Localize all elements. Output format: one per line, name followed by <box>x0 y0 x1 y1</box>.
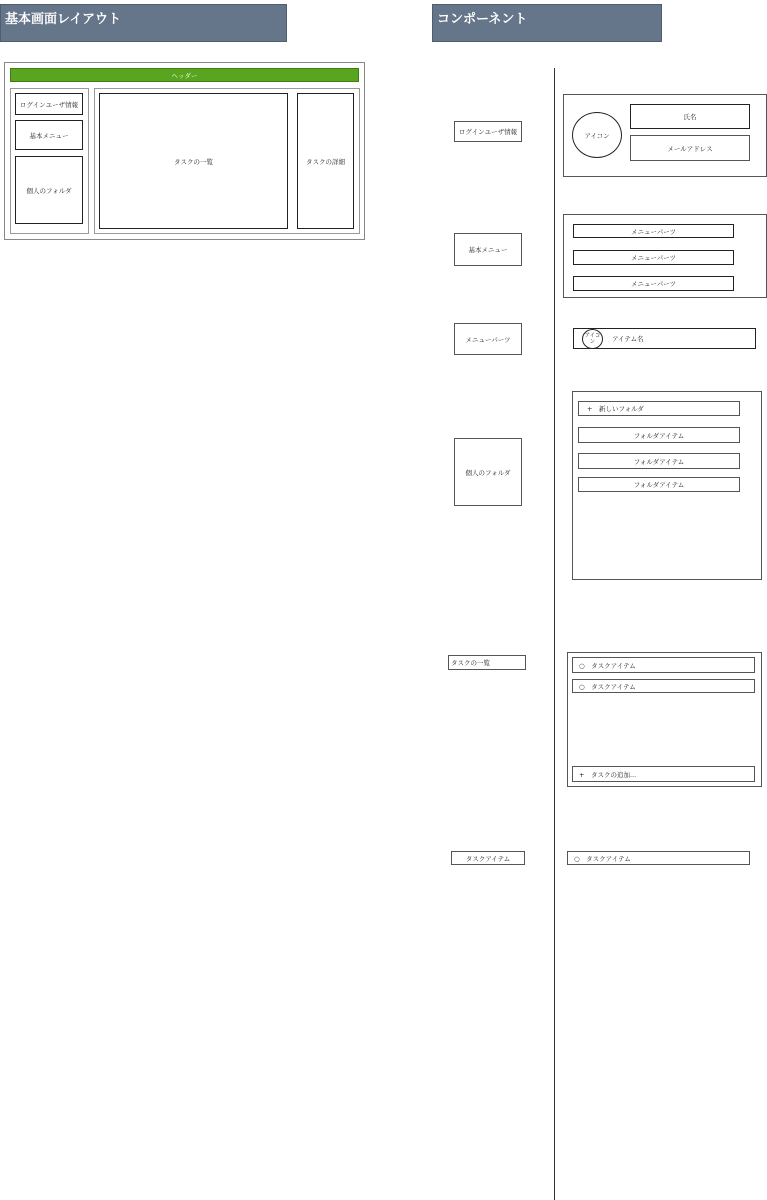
layout-task-detail: タスクの詳細 <box>297 93 354 229</box>
component-label-personal-folder: 個人のフォルダ <box>454 438 522 506</box>
folder-item: フォルダアイテム <box>578 477 740 492</box>
menu-part-item-name: アイテム名 <box>612 335 644 343</box>
components-section-title: コンポーネント <box>432 4 662 42</box>
component-label-task-item: タスクアイテム <box>451 851 525 865</box>
add-task-button: + タスクの追加... <box>572 766 755 782</box>
folder-item: フォルダアイテム <box>578 427 740 443</box>
component-label-task-list: タスクの一覧 <box>448 655 526 670</box>
layout-task-list: タスクの一覧 <box>99 93 288 229</box>
layout-header: ヘッダー <box>10 68 359 82</box>
user-email-field: メールアドレス <box>630 135 750 161</box>
component-label-login-user-info: ログインユーザ情報 <box>454 121 522 142</box>
folder-item: フォルダアイテム <box>578 453 740 469</box>
menu-part-item: メニューパーツ <box>573 276 734 291</box>
component-label-basic-menu: 基本メニュー <box>454 233 522 266</box>
menu-part-item: メニューパーツ <box>573 250 734 265</box>
task-list-item: ○ タスクアイテム <box>572 657 755 673</box>
layout-personal-folder: 個人のフォルダ <box>15 156 83 224</box>
layout-section-title: 基本画面レイアウト <box>0 4 287 42</box>
task-item-component: ○ タスクアイテム <box>567 851 750 865</box>
menu-part-item: メニューパーツ <box>573 224 734 238</box>
user-name-field: 氏名 <box>630 104 750 129</box>
layout-basic-menu: 基本メニュー <box>15 120 83 150</box>
component-label-menu-parts: メニューパーツ <box>454 323 522 355</box>
divider-line <box>554 68 555 1200</box>
menu-part-icon-placeholder: アイコン <box>582 329 603 349</box>
layout-login-user-info: ログインユーザ情報 <box>15 93 83 115</box>
new-folder-button: + 新しいフォルダ <box>578 401 740 416</box>
task-list-item: ○ タスクアイテム <box>572 679 755 693</box>
user-icon-placeholder: アイコン <box>572 112 622 158</box>
